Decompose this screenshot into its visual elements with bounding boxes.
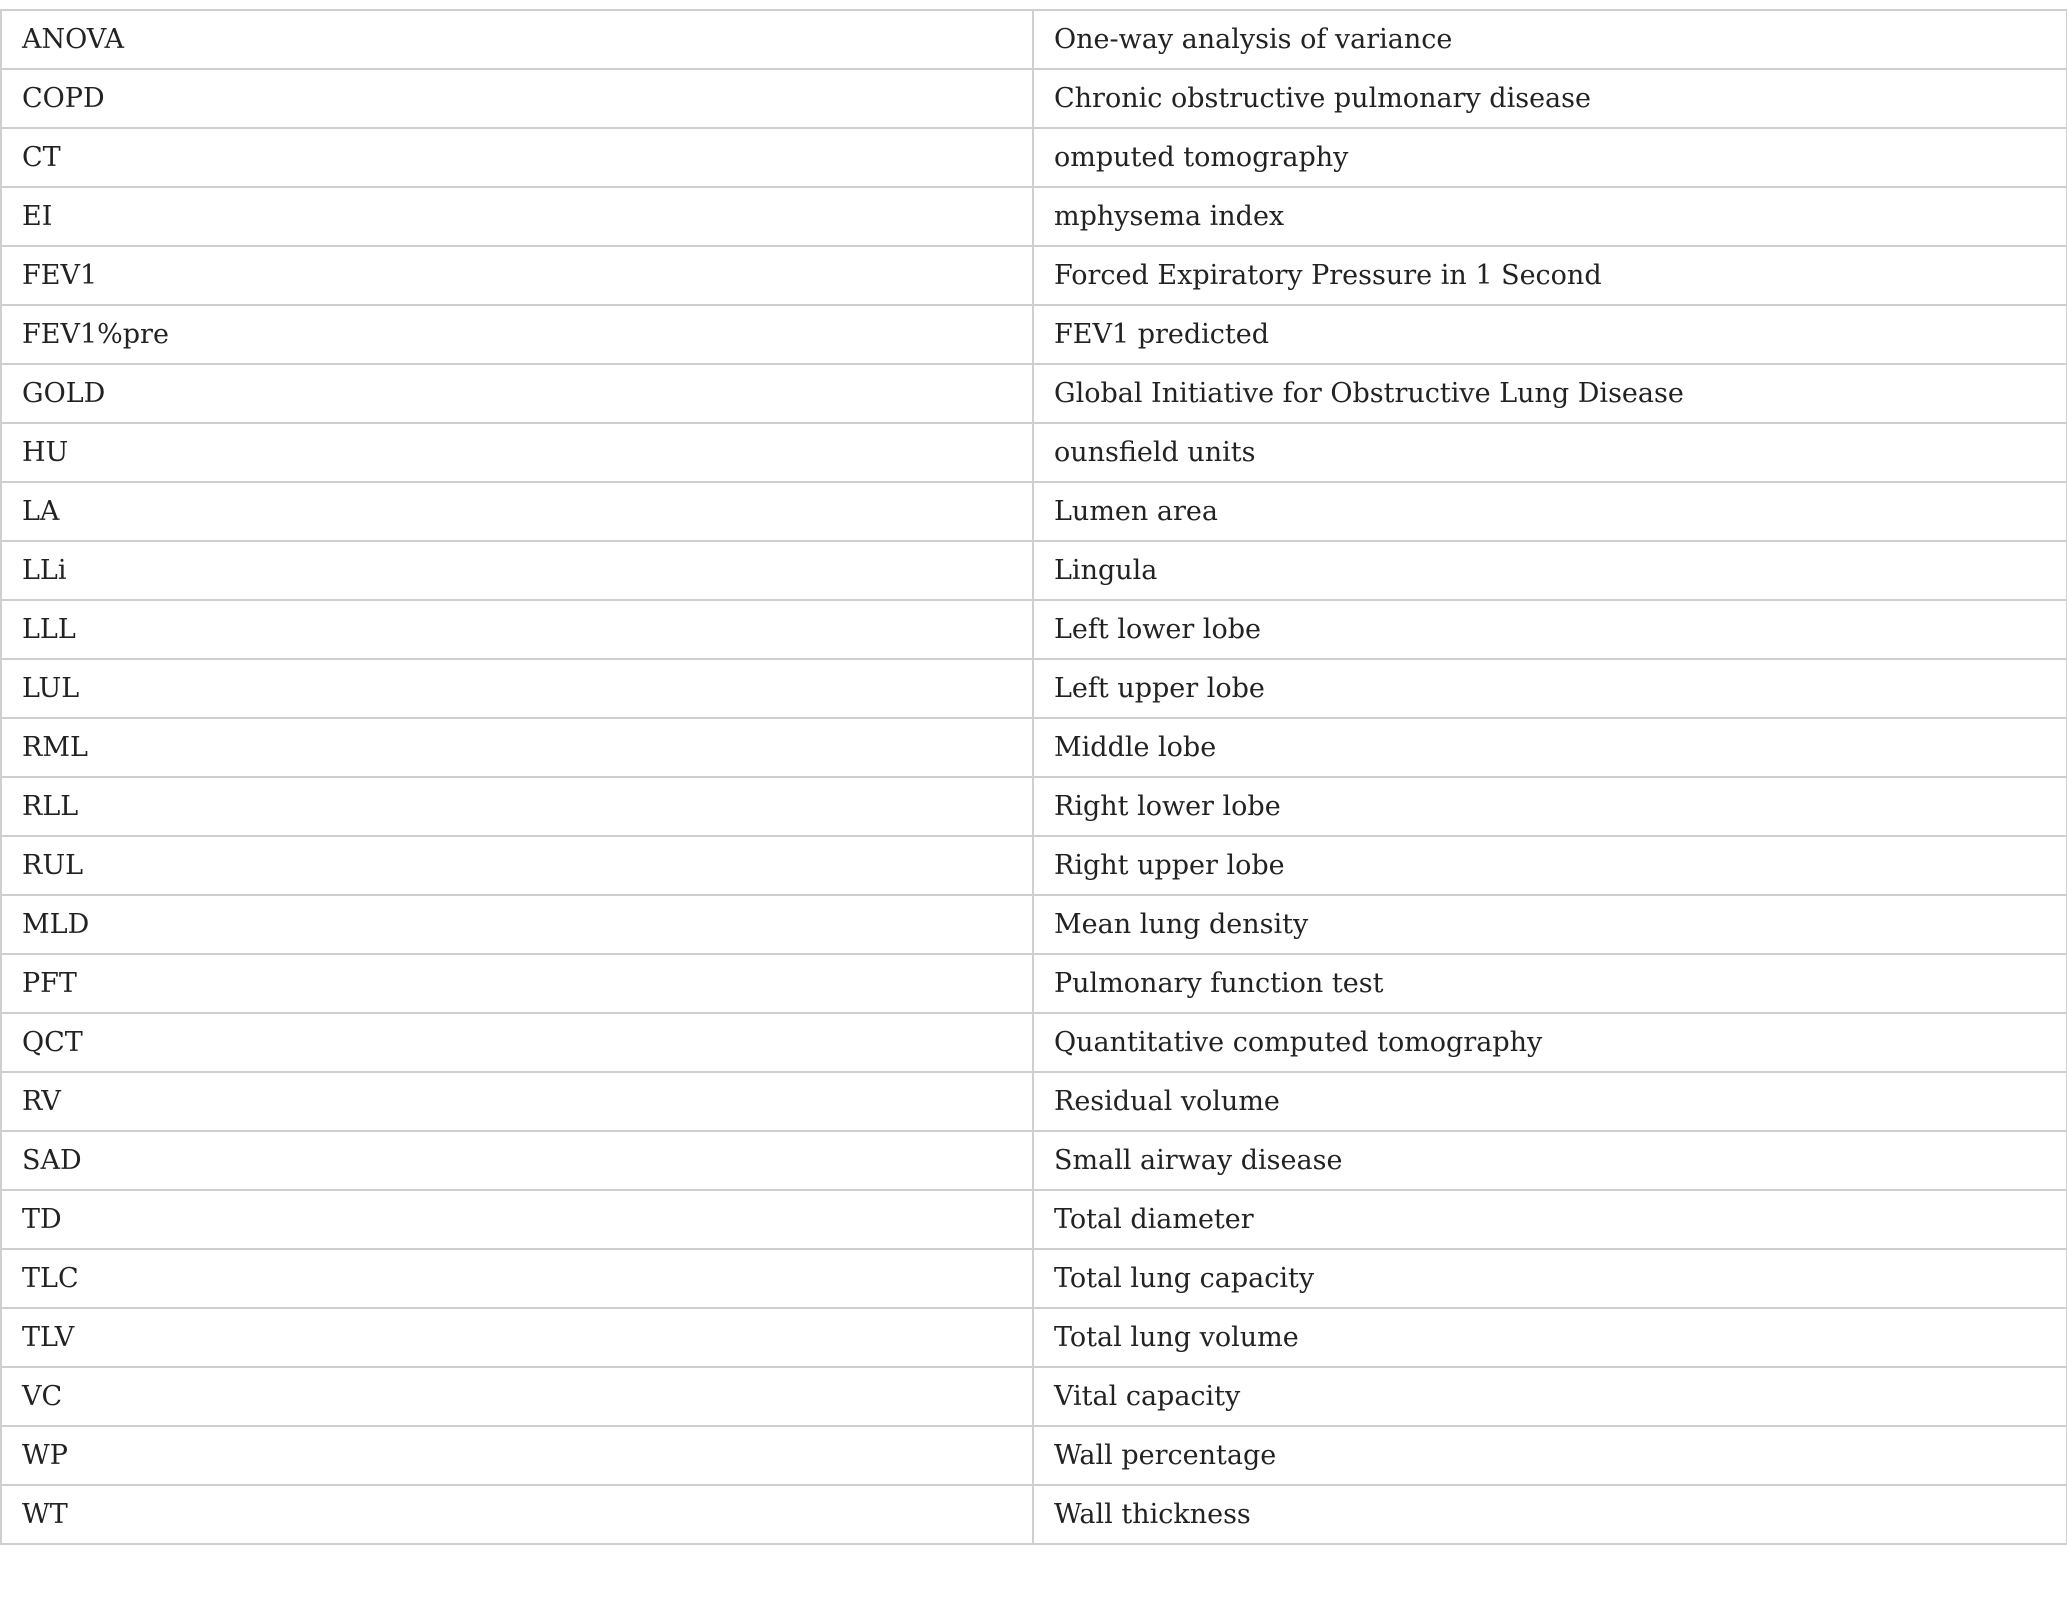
definition-cell: mphysema index — [1033, 187, 2067, 246]
definition-cell: ounsfield units — [1033, 423, 2067, 482]
abbreviation-cell: LLi — [1, 541, 1033, 600]
definition-cell: Quantitative computed tomography — [1033, 1013, 2067, 1072]
definition-cell: Global Initiative for Obstructive Lung Disease — [1033, 364, 2067, 423]
definition-cell: Mean lung density — [1033, 895, 2067, 954]
definition-cell: Total lung capacity — [1033, 1249, 2067, 1308]
table-row — [1, 1308, 2067, 1367]
definition-cell: Left lower lobe — [1033, 600, 2067, 659]
definition-cell: One-way analysis of variance — [1033, 10, 2067, 69]
abbreviation-cell: LLL — [1, 600, 1033, 659]
table-row — [1, 187, 2067, 246]
definition-cell: FEV1 predicted — [1033, 305, 2067, 364]
table-row — [1, 954, 2067, 1013]
abbreviation-cell: TLC — [1, 1249, 1033, 1308]
definition-cell: Right upper lobe — [1033, 836, 2067, 895]
abbreviation-cell: TLV — [1, 1308, 1033, 1367]
table-row — [1, 1072, 2067, 1131]
table-row — [1, 895, 2067, 954]
table-row — [1, 10, 2067, 69]
abbreviation-cell: TD — [1, 1190, 1033, 1249]
table-row — [1, 600, 2067, 659]
table-row — [1, 246, 2067, 305]
table-row — [1, 1426, 2067, 1485]
abbreviation-cell: RML — [1, 718, 1033, 777]
definition-cell: Left upper lobe — [1033, 659, 2067, 718]
abbreviation-cell: LA — [1, 482, 1033, 541]
abbreviation-cell: SAD — [1, 1131, 1033, 1190]
table-row — [1, 836, 2067, 895]
definition-cell: Residual volume — [1033, 1072, 2067, 1131]
abbreviation-cell: EI — [1, 187, 1033, 246]
abbreviation-cell: QCT — [1, 1013, 1033, 1072]
abbreviations-table — [0, 9, 2067, 1545]
table-row — [1, 541, 2067, 600]
table-row — [1, 718, 2067, 777]
abbreviation-cell: MLD — [1, 895, 1033, 954]
table-row — [1, 777, 2067, 836]
definition-cell: Forced Expiratory Pressure in 1 Second — [1033, 246, 2067, 305]
table-row — [1, 1485, 2067, 1544]
definition-cell: Lingula — [1033, 541, 2067, 600]
definition-cell: omputed tomography — [1033, 128, 2067, 187]
abbreviation-cell: WT — [1, 1485, 1033, 1544]
table-row — [1, 1190, 2067, 1249]
definition-cell: Wall percentage — [1033, 1426, 2067, 1485]
table-row — [1, 423, 2067, 482]
table-row — [1, 305, 2067, 364]
abbreviation-cell: PFT — [1, 954, 1033, 1013]
abbreviation-cell: WP — [1, 1426, 1033, 1485]
definition-cell: Right lower lobe — [1033, 777, 2067, 836]
definition-cell: Lumen area — [1033, 482, 2067, 541]
abbreviation-cell: VC — [1, 1367, 1033, 1426]
abbreviation-cell: HU — [1, 423, 1033, 482]
abbreviation-cell: FEV1%pre — [1, 305, 1033, 364]
table-row — [1, 1013, 2067, 1072]
definition-cell: Small airway disease — [1033, 1131, 2067, 1190]
abbreviation-cell: ANOVA — [1, 10, 1033, 69]
table-row — [1, 69, 2067, 128]
abbreviation-cell: FEV1 — [1, 246, 1033, 305]
definition-cell: Total diameter — [1033, 1190, 2067, 1249]
definition-cell: Chronic obstructive pulmonary disease — [1033, 69, 2067, 128]
definition-cell: Wall thickness — [1033, 1485, 2067, 1544]
abbreviations-table-body — [1, 10, 2067, 1544]
table-row — [1, 659, 2067, 718]
definition-cell: Total lung volume — [1033, 1308, 2067, 1367]
abbreviation-cell: COPD — [1, 69, 1033, 128]
table-row — [1, 128, 2067, 187]
abbreviation-cell: RUL — [1, 836, 1033, 895]
table-row — [1, 482, 2067, 541]
definition-cell: Vital capacity — [1033, 1367, 2067, 1426]
table-row — [1, 364, 2067, 423]
abbreviation-cell: LUL — [1, 659, 1033, 718]
table-row — [1, 1249, 2067, 1308]
table-row — [1, 1131, 2067, 1190]
table-row — [1, 1367, 2067, 1426]
abbreviation-cell: GOLD — [1, 364, 1033, 423]
abbreviation-cell: RLL — [1, 777, 1033, 836]
abbreviation-cell: RV — [1, 1072, 1033, 1131]
definition-cell: Pulmonary function test — [1033, 954, 2067, 1013]
definition-cell: Middle lobe — [1033, 718, 2067, 777]
abbreviation-cell: CT — [1, 128, 1033, 187]
